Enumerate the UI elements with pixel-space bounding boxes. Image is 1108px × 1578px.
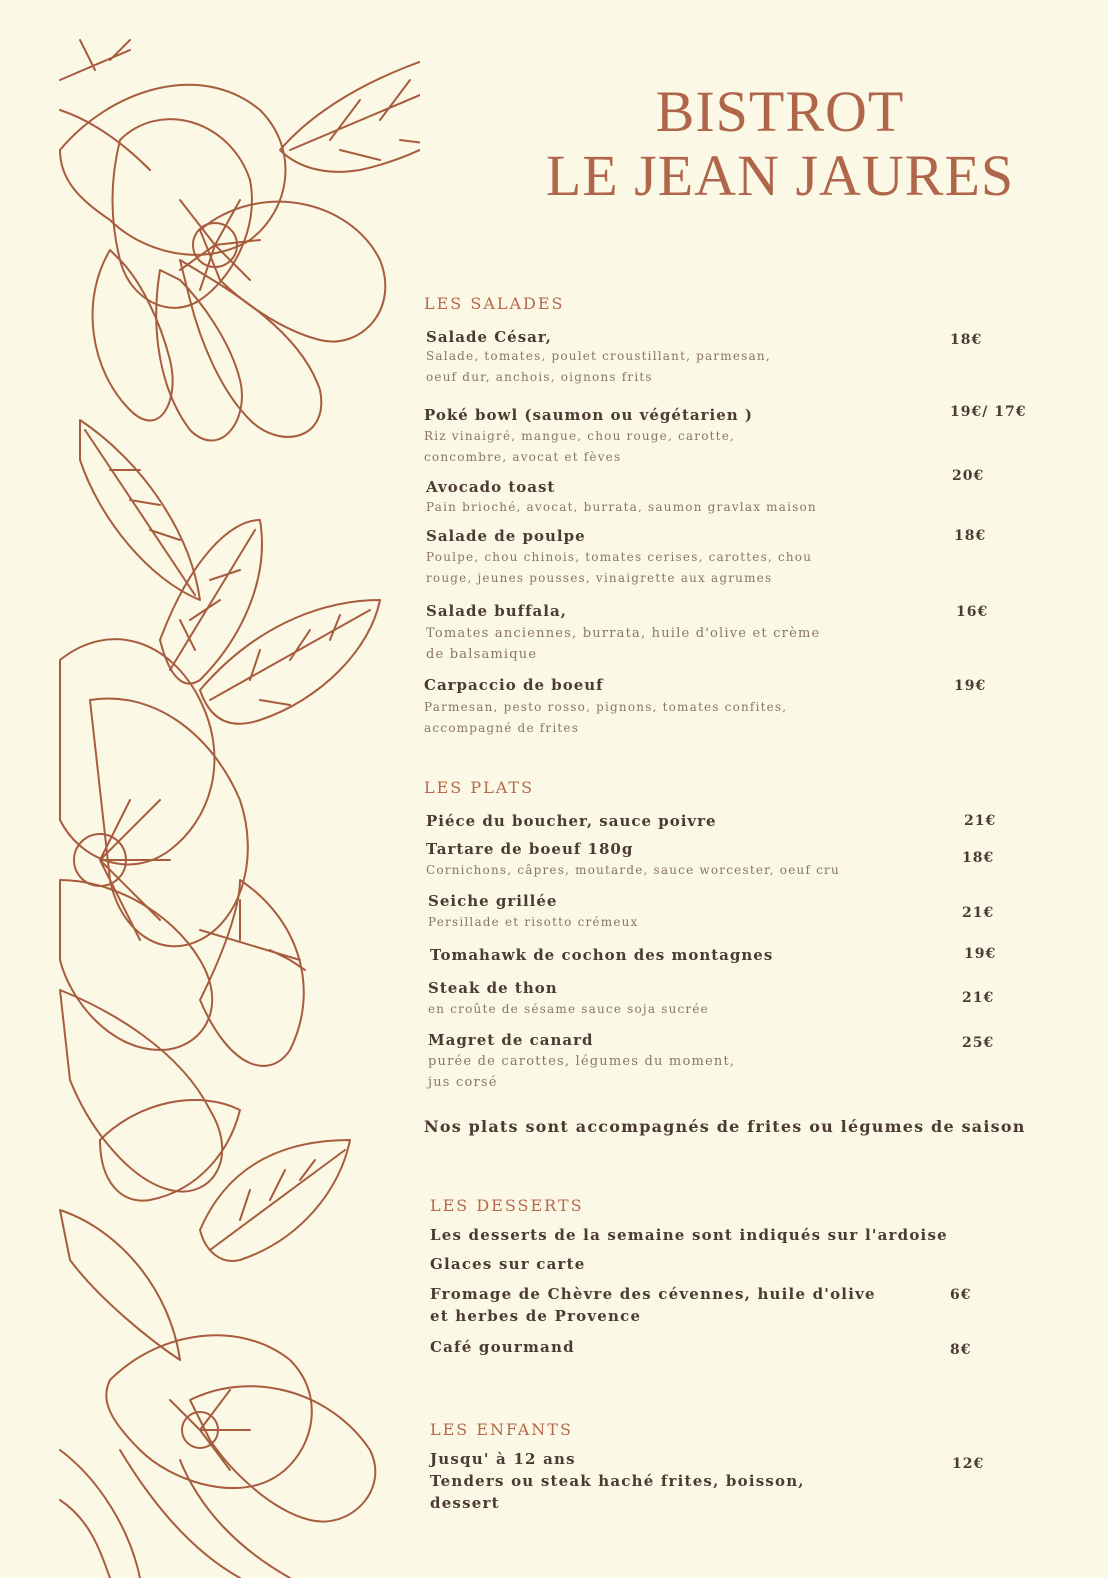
menu-item-price: 19€ xyxy=(964,946,997,962)
menu-item-name: Salade César, xyxy=(426,328,552,346)
menu-item-price: 21€ xyxy=(962,905,995,921)
enfants-details: Jusqu' à 12 ans Tenders ou steak haché frites, boisson, dessert xyxy=(430,1450,805,1512)
menu-item-name: Tartare de boeuf 180g xyxy=(426,840,634,858)
menu-item-description: purée de carottes, légumes du moment, jus corsé xyxy=(428,1054,736,1090)
menu-item-name: Tomahawk de cochon des montagnes xyxy=(430,946,774,964)
menu-item-name: Poké bowl (saumon ou végétarien ) xyxy=(424,406,753,424)
menu-item-name: Carpaccio de boeuf xyxy=(424,676,604,694)
menu-item-description: Poulpe, chou chinois, tomates cerises, carottes, chou rouge, jeunes pousses, vinaigrette aux agrumes xyxy=(426,550,813,585)
menu-item-name: Café gourmand xyxy=(430,1338,575,1356)
menu-item-price: 21€ xyxy=(962,990,995,1006)
menu-item-description: en croûte de sésame sauce soja sucrée xyxy=(428,1002,709,1016)
menu-item-description: Tomates anciennes, burrata, huile d'olive et crème de balsamique xyxy=(426,626,821,662)
menu-item-name: Salade buffala, xyxy=(426,602,567,620)
section-title-enfants: LES ENFANTS xyxy=(430,1420,573,1439)
menu-item-description: Persillade et risotto crémeux xyxy=(428,915,639,929)
menu-item-description: Pain brioché, avocat, burrata, saumon gravlax maison xyxy=(426,500,817,514)
magnolia-flower-middle xyxy=(60,639,305,1191)
section-title-plats: LES PLATS xyxy=(424,778,535,797)
menu-item-price: 12€ xyxy=(952,1456,985,1472)
menu-item-name: Salade de poulpe xyxy=(426,527,586,545)
menu-item-name: Magret de canard xyxy=(428,1031,594,1049)
menu-item-name: Seiche grillée xyxy=(428,892,558,910)
menu-item-description: Riz vinaigré, mangue, chou rouge, carotte, concombre, avocat et fèves xyxy=(424,429,736,464)
leaf-middle xyxy=(160,520,380,724)
menu-item-price: 18€ xyxy=(962,850,995,866)
menu-item-price: 18€ xyxy=(954,528,987,544)
menu-item-price: 18€ xyxy=(950,332,983,348)
menu-item-price: 16€ xyxy=(956,604,989,620)
leaf-top-right xyxy=(280,30,420,172)
menu-item-price: 6€ xyxy=(950,1287,972,1303)
menu-item-price: 19€/ 17€ xyxy=(950,404,1027,420)
menu-item-price: 21€ xyxy=(964,813,997,829)
title-line-1: BISTROT xyxy=(655,79,905,144)
menu-item-price: 8€ xyxy=(950,1342,972,1358)
section-title-desserts: LES DESSERTS xyxy=(430,1196,584,1215)
menu-item-name: Fromage de Chèvre des cévennes, huile d'olive et herbes de Provence xyxy=(430,1285,876,1325)
leaf-left xyxy=(80,420,200,600)
menu-item-name: Avocado toast xyxy=(426,478,556,496)
plats-accompaniment-note: Nos plats sont accompagnés de frites ou légumes de saison xyxy=(424,1117,1026,1136)
restaurant-title xyxy=(500,80,1060,208)
menu-item-price: 25€ xyxy=(962,1035,995,1051)
magnolia-flower-bottom xyxy=(60,1210,375,1578)
magnolia-flower-top xyxy=(60,40,385,440)
desserts-ardoise-line: Les desserts de la semaine sont indiqués sur l'ardoise xyxy=(430,1226,948,1244)
menu-item-price: 20€ xyxy=(952,468,985,484)
title-line-2: LE JEAN JAURES xyxy=(545,143,1015,208)
desserts-glaces-line: Glaces sur carte xyxy=(430,1255,586,1273)
floral-illustration xyxy=(0,0,420,1578)
menu-item-description: Parmesan, pesto rosso, pignons, tomates confites, accompagné de frites xyxy=(424,700,788,735)
menu-item-description: Salade, tomates, poulet croustillant, parmesan, oeuf dur, anchois, oignons frits xyxy=(426,349,771,384)
section-title-salades: LES SALADES xyxy=(424,294,565,313)
menu-item-price: 19€ xyxy=(954,678,987,694)
menu-item-name: Piéce du boucher, sauce poivre xyxy=(426,812,717,830)
menu-item-name: Steak de thon xyxy=(428,979,558,997)
menu-item-description: Cornichons, câpres, moutarde, sauce worcester, oeuf cru xyxy=(426,863,840,877)
